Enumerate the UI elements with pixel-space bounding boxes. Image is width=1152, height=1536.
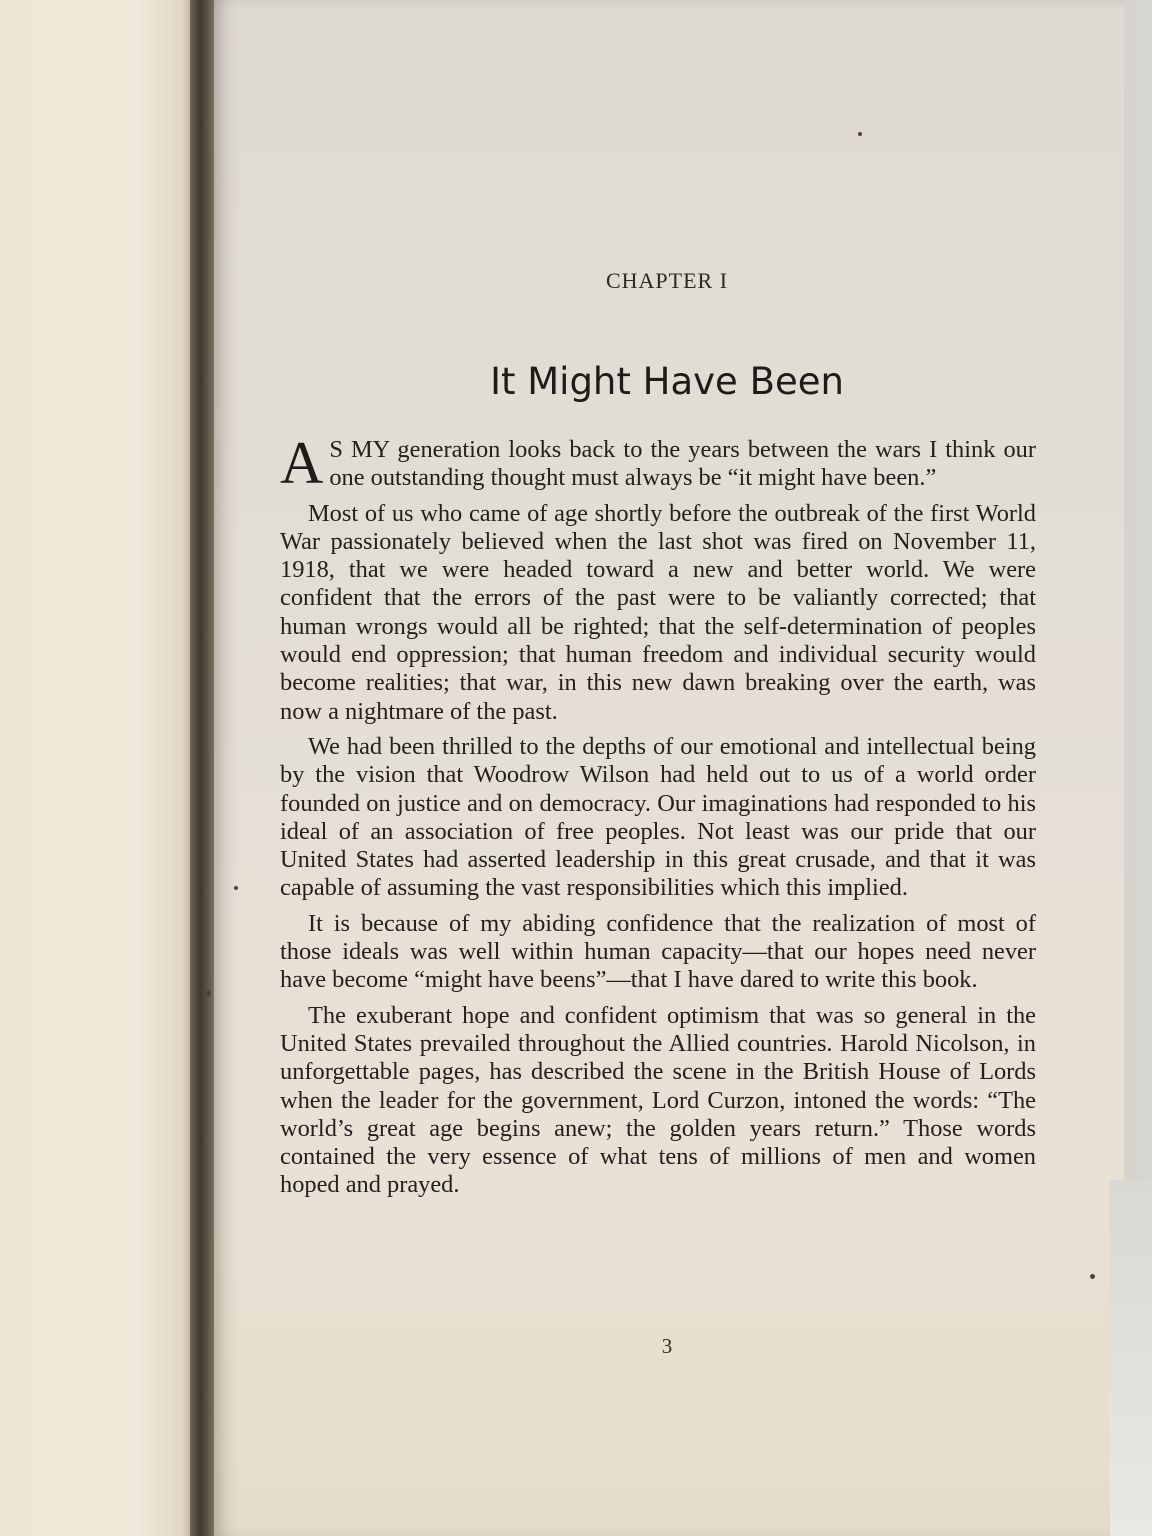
paper-speck [234,886,238,890]
paragraph-3: We had been thrilled to the depths of our emotional and intellectual being by the vision that Woodrow Wilson had held out to us of a world order founded on justice and on democracy. Our imaginations had responded to his ideal of an association of free peoples. Not least was our pride that our United States had asserted leadership in this great crusade, and that it was capable of assuming the vast responsibilities which this implied. [280,732,1036,902]
paper-speck [206,990,211,997]
paragraph-2: Most of us who came of age shortly before the outbreak of the first World War passionately believed when the last shot was fired on November 11, 1918, that we were headed toward a new and better world. We were confident that the errors of the past were to be valiantly corrected; that human wrongs would all be righted; that the self-determination of peoples would end oppression; that human freedom and individual security would become realities; that war, in this new dawn breaking over the earth, was now a nightmare of the past. [280,499,1036,725]
paragraph-4: It is because of my abiding confidence that the realization of most of those ideals was well within human capacity—that our hopes need never have become “might have beens”—that I have dared to write this book. [280,909,1036,994]
left-page [0,0,198,1536]
page-number: 3 [661,1334,673,1358]
paragraph-1 [280,430,1036,496]
drop-cap: A [280,430,324,496]
book-gutter [190,0,214,1536]
paper-speck [858,132,862,136]
chapter-label: CHAPTER I [605,268,729,293]
paper-speck [1090,1274,1095,1279]
chapter-title: It Might Have Been [490,360,844,403]
paragraph-5: The exuberant hope and confident optimism that was so general in the United States prevailed throughout the Allied countries. Harold Nicolson, in unforgettable pages, has described the scene in the British House of Lords when the leader for the government, Lord Curzon, intoned the words: “The world’s great age begins anew; the golden years return.” Those words contained the very essence of what tens of millions of men and women hoped and prayed. [280,1001,1036,1199]
body-text [280,430,1036,1207]
paragraph-text: S MY generation looks back to the years between the wars I think our one outstanding thought must always be “it might have been.” [329,436,1036,492]
